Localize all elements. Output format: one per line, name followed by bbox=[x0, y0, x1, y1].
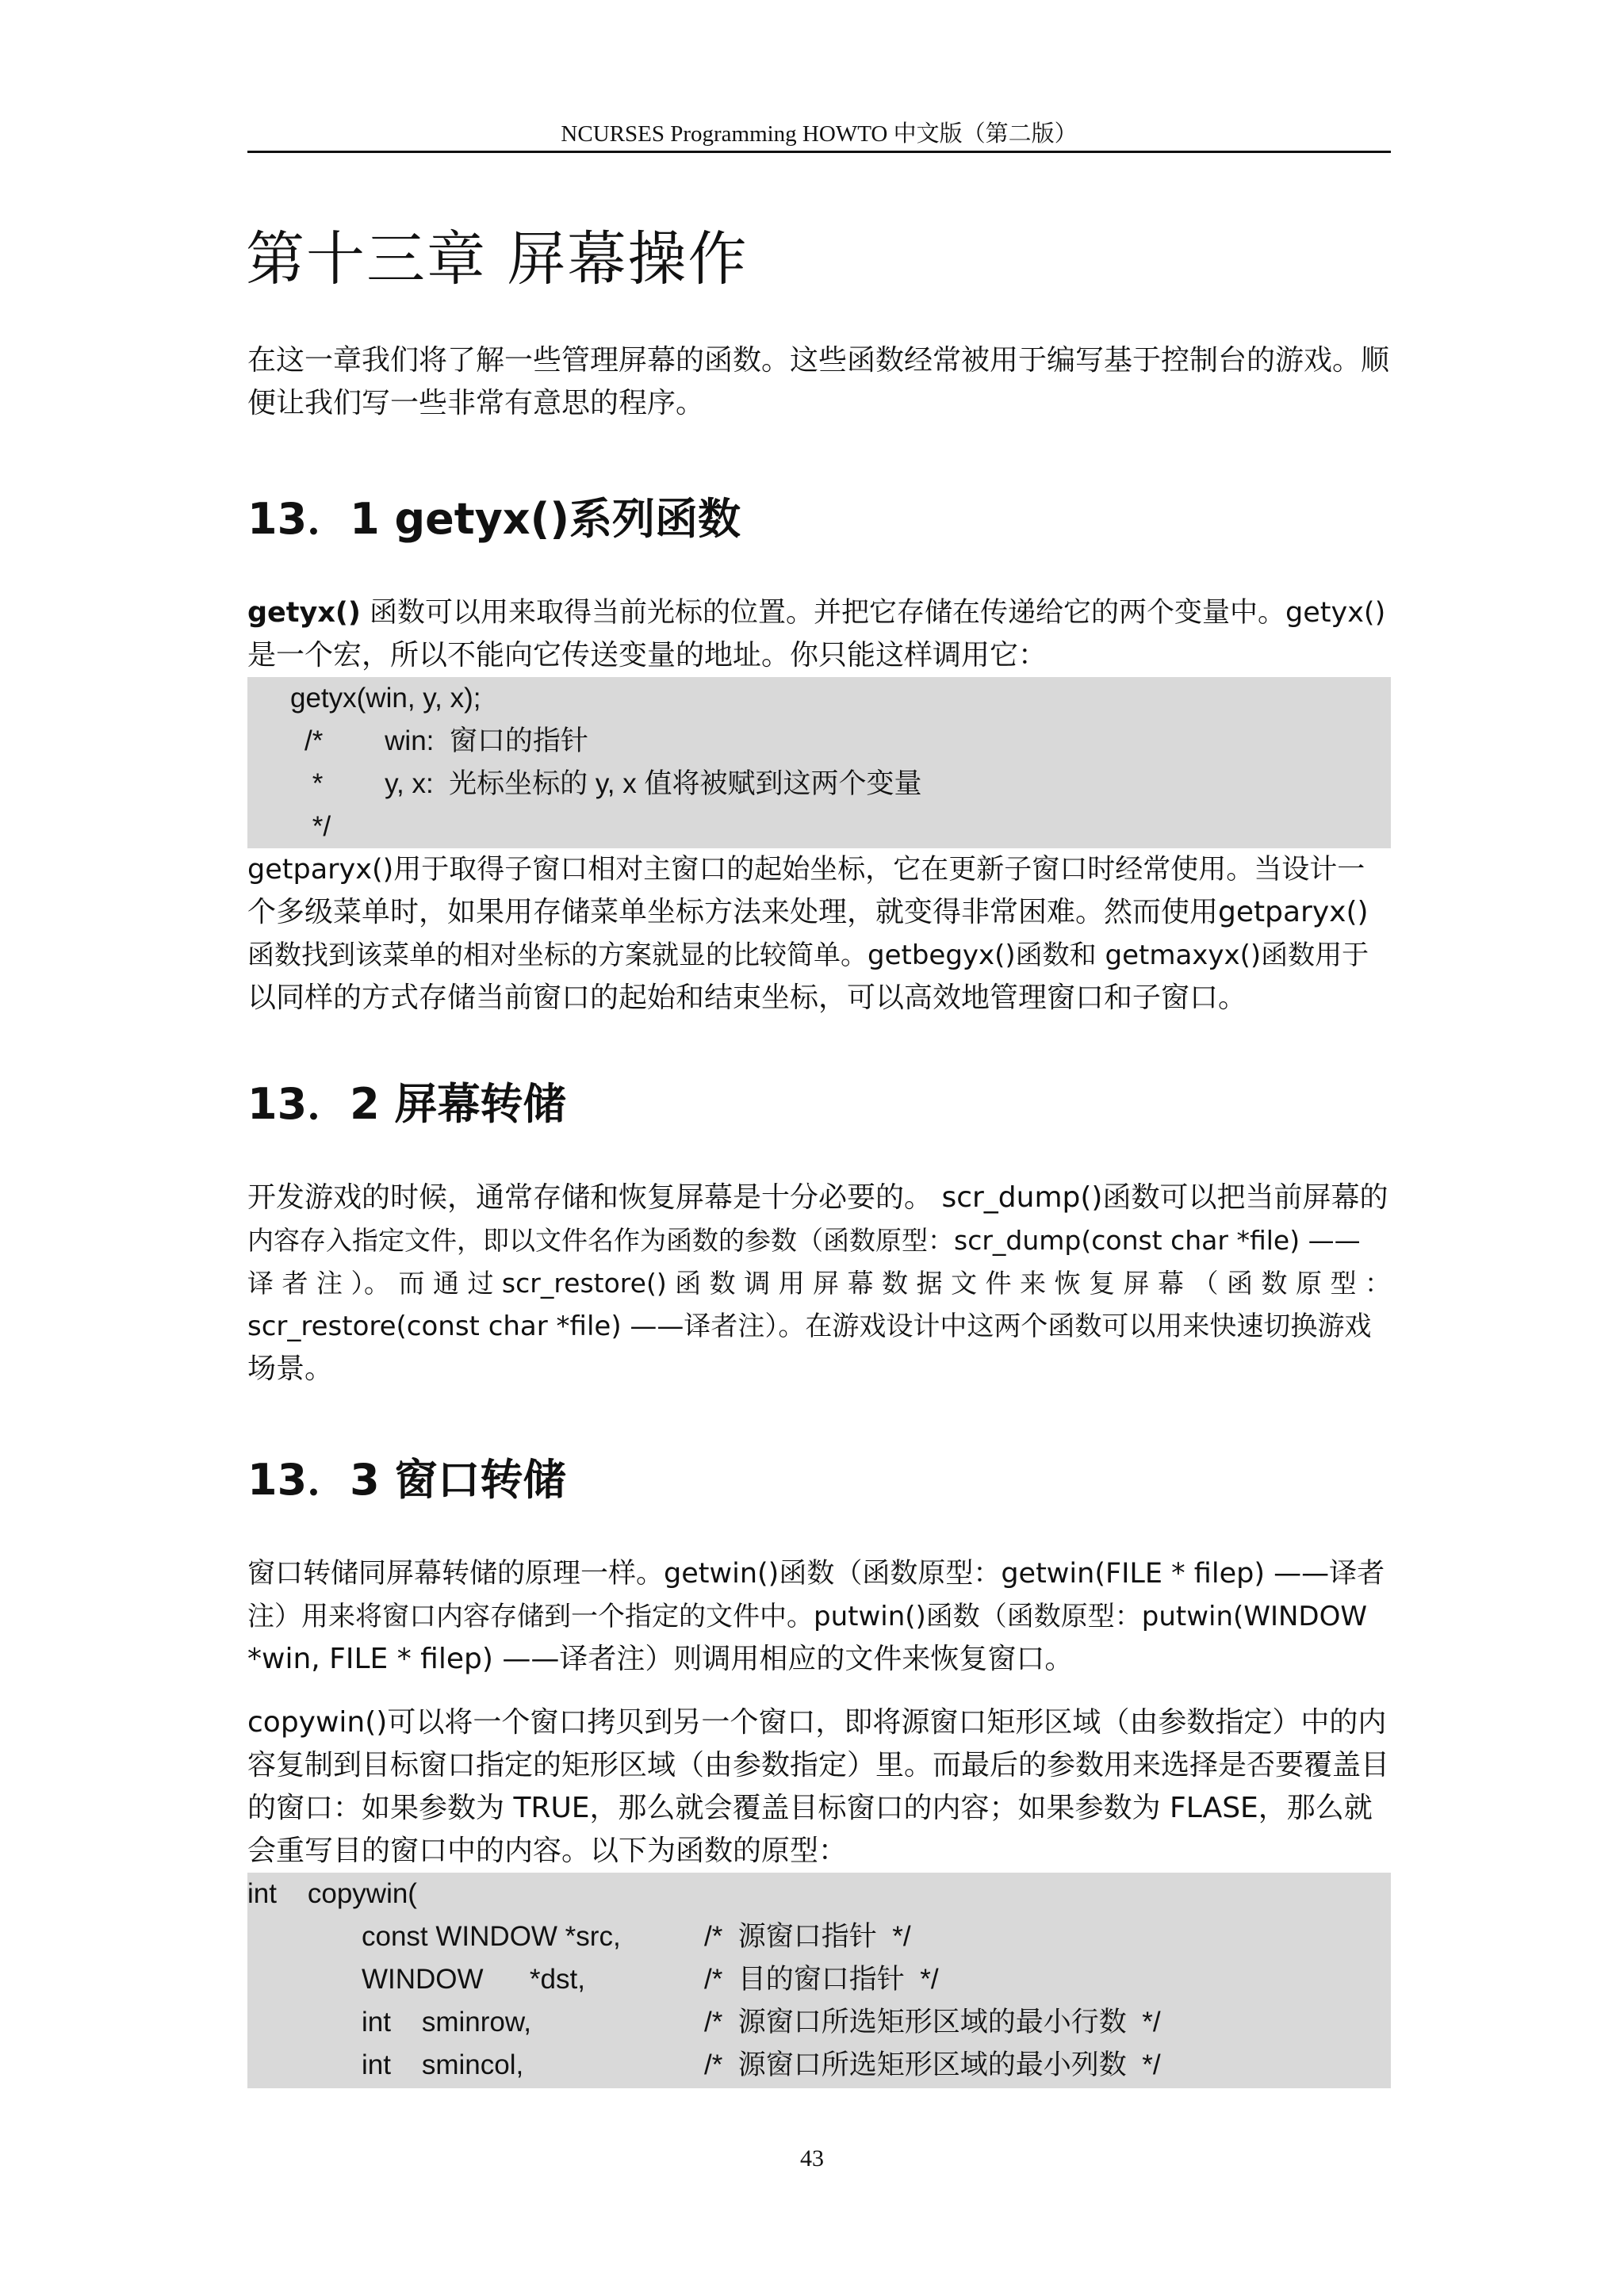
paragraph-text: 函数可以用来取得当前光标的位置。并把它存储在传递给它的两个变量中。getyx() bbox=[360, 597, 1386, 629]
section-13-3-paragraph-2 bbox=[247, 1701, 1391, 1873]
code-comment: /* 源窗口所选矩形区域的最小行数 */ bbox=[704, 2007, 1161, 2038]
paragraph-line: 的窗口：如果参数为 TRUE，那么就会覆盖目标窗口的内容；如果参数为 FLASE，那么就 bbox=[247, 1792, 1373, 1824]
paragraph-line: 开发游戏的时候，通常存储和恢复屏幕是十分必要的。 scr_dump()函数可以把当前屏幕的 bbox=[247, 1181, 1388, 1214]
function-name: getyx() bbox=[247, 597, 361, 629]
code-line: getyx(win, y, x); bbox=[290, 683, 481, 714]
code-line: * y, x: 光标坐标的 y, x 值将被赋到这两个变量 bbox=[304, 768, 922, 799]
header-divider bbox=[247, 151, 1391, 153]
paragraph-line: 容复制到目标窗口指定的矩形区域（由参数指定）里。而最后的参数用来选择是否要覆盖目 bbox=[247, 1749, 1390, 1781]
code-block-getyx bbox=[247, 677, 1391, 848]
chapter-title: 第十三章 屏幕操作 bbox=[246, 225, 749, 293]
paragraph-line: 内容存入指定文件，即以文件名作为函数的参数（函数原型：scr_dump(const char *file) —— bbox=[247, 1225, 1361, 1256]
paragraph-line: 函数找到该菜单的相对坐标的方案就显的比较简单。getbegyx()函数和 getmaxyx()函数用于 bbox=[247, 939, 1369, 971]
paragraph-line: 是一个宏，所以不能向它传送变量的地址。你只能这样调用它： bbox=[247, 639, 1048, 672]
code-block-copywin bbox=[247, 1873, 1391, 2088]
paragraph-line: 注）用来将窗口内容存储到一个指定的文件中。putwin()函数（函数原型：putwin(WINDOW bbox=[247, 1601, 1367, 1632]
section-title-13-2: 13．2 屏幕转储 bbox=[247, 1079, 566, 1129]
running-header: NCURSES Programming HOWTO 中文版（第二版） bbox=[561, 121, 1078, 147]
section-13-2-paragraph bbox=[247, 1177, 1391, 1391]
code-param: int sminrow, bbox=[362, 2007, 531, 2038]
paragraph-line: scr_restore(const char *file) ——译者注）。在游戏设计中这两个函数可以用来快速切换游戏 bbox=[247, 1311, 1372, 1342]
code-comment: /* 源窗口指针 */ bbox=[704, 1921, 911, 1952]
paragraph-line: getparyx()用于取得子窗口相对主窗口的起始坐标，它在更新子窗口时经常使用。当设计一 bbox=[247, 854, 1365, 886]
code-comment: /* 源窗口所选矩形区域的最小列数 */ bbox=[704, 2049, 1161, 2080]
paragraph-line: 会重写目的窗口中的内容。以下为函数的原型： bbox=[247, 1835, 848, 1867]
paragraph-line: 以同样的方式存储当前窗口的起始和结束坐标，可以高效地管理窗口和子窗口。 bbox=[247, 982, 1247, 1014]
paragraph-line: copywin()可以将一个窗口拷贝到另一个窗口，即将源窗口矩形区域（由参数指定）中的内 bbox=[247, 1706, 1387, 1739]
code-param: const WINDOW *src, bbox=[362, 1921, 621, 1952]
paragraph-line: 个多级菜单时，如果用存储菜单坐标方法来处理，就变得非常困难。然而使用getparyx() bbox=[247, 896, 1369, 928]
section-title-13-1: 13．1 getyx()系列函数 bbox=[247, 494, 741, 544]
intro-line: 在这一章我们将了解一些管理屏幕的函数。这些函数经常被用于编写基于控制台的游戏。顺 bbox=[247, 344, 1390, 377]
paragraph-line: 译 者 注 ）。 而 通 过 scr_restore() 函 数 调 用 屏 幕 数 据 文 件 来 恢 复 屏 幕 （ 函 数 原 型 ： bbox=[247, 1268, 1391, 1299]
section-title-13-3: 13．3 窗口转储 bbox=[247, 1455, 566, 1505]
code-line: */ bbox=[304, 811, 331, 842]
code-comment: /* 目的窗口指针 */ bbox=[704, 1964, 939, 1995]
code-param: int smincol, bbox=[362, 2049, 524, 2080]
intro-paragraph bbox=[247, 339, 1391, 425]
intro-line: 便让我们写一些非常有意思的程序。 bbox=[247, 387, 705, 419]
page-number: 43 bbox=[800, 2145, 824, 2172]
code-line: /* win: 窗口的指针 bbox=[304, 725, 588, 756]
section-13-1-paragraph-2 bbox=[247, 848, 1391, 1020]
section-13-3-paragraph bbox=[247, 1552, 1391, 1681]
code-param: WINDOW *dst, bbox=[362, 1964, 585, 1995]
section-13-1-paragraph bbox=[247, 591, 1391, 677]
code-line: int copywin( bbox=[247, 1878, 417, 1909]
paragraph-line: 窗口转储同屏幕转储的原理一样。getwin()函数（函数原型：getwin(FILE * filep) ——译者 bbox=[247, 1558, 1385, 1590]
paragraph-line bbox=[247, 591, 1391, 634]
paragraph-line: *win, FILE * filep) ——译者注）则调用相应的文件来恢复窗口。 bbox=[247, 1643, 1074, 1675]
paragraph-line: 场景。 bbox=[247, 1353, 334, 1385]
